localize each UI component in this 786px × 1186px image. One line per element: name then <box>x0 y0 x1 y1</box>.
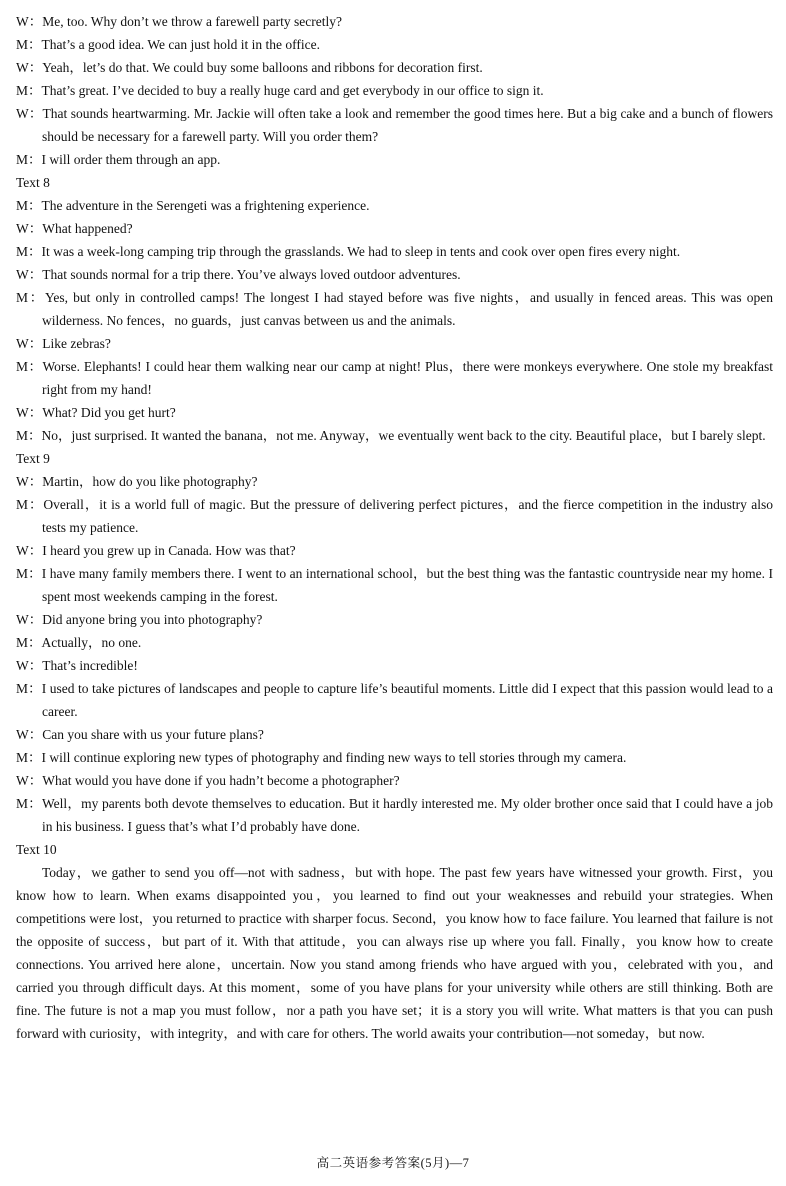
dialogue-line: W：Did anyone bring you into photography? <box>16 612 263 627</box>
dialogue-line: M：Actually，no one. <box>16 635 142 650</box>
dialogue-line: M：That’s great. I’ve decided to buy a really huge card and get everybody in our office to sign it. <box>16 83 544 98</box>
dialogue-line: W：Martin，how do you like photography? <box>16 474 258 489</box>
dialogue-line: W：That sounds heartwarming. Mr. Jackie will often take a look and remember the good times here. But a big cake and a bunch of flowers should be necessary for a farewell party. Will you order them? <box>16 106 773 144</box>
dialogue-line: M：I used to take pictures of landscapes and people to capture life’s beautiful moments. Little did I expect that this passion would lead to a career. <box>16 681 773 719</box>
dialogue-line: M：I will order them through an app. <box>16 152 221 167</box>
dialogue-line: M：I will continue exploring new types of photography and finding new ways to tell stories through my camera. <box>16 750 627 765</box>
dialogue-line: M：No，just surprised. It wanted the banana，not me. Anyway，we eventually went back to the city. Beautiful place，but I barely slept. <box>16 428 766 443</box>
dialogue-line: W：What would you have done if you hadn’t become a photographer? <box>16 773 400 788</box>
dialogue-line: W：What happened? <box>16 221 133 236</box>
dialogue-line: W：Yeah，let’s do that. We could buy some balloons and ribbons for decoration first. <box>16 60 483 75</box>
dialogue-line: W：Like zebras? <box>16 336 111 351</box>
dialogue-line: M：The adventure in the Serengeti was a frightening experience. <box>16 198 370 213</box>
dialogue-line: M：I have many family members there. I went to an international school，but the best thing was the fantastic countryside near my home. I spent most weekends camping in the forest. <box>16 566 773 604</box>
dialogue-line: W：That’s incredible! <box>16 658 138 673</box>
dialogue-line: M：Well，my parents both devote themselves to education. But it hardly interested me. My older brother once said that I could have a job in his business. I guess that’s what I’d probably have done. <box>16 796 773 834</box>
document-body <box>16 10 773 1045</box>
dialogue-line: M：Yes, but only in controlled camps! The longest I had stayed before was five nights，and usually in fenced areas. This was open wilderness. No fences，no guards，just canvas between us and the animals. <box>16 290 773 328</box>
dialogue-line: W：What? Did you get hurt? <box>16 405 176 420</box>
page-footer: 高二英语参考答案(5月)—7 <box>316 1156 470 1170</box>
section-heading: Text 8 <box>16 175 50 190</box>
speech-paragraph: Today，we gather to send you off—not with sadness，but with hope. The past few years have witnessed your growth. First，you know how to learn. When exams disappointed you，you learned to find out your weaknesses and rebuild your strategies. When competitions were lost，you returned to practice with sharper focus. Second，you know how to face failure. You learned that failure is not the opposite of success，but part of it. With that attitude，you can always rise up where you fall. Finally，you know how to create connections. You arrived here alone，uncertain. Now you stand among friends who have argued with you，celebrated with you，and carried you through difficult days. At this moment，some of you have plans for your university while others are still thinking. Both are fine. The future is not a map you must follow，nor a path you have set；it is a story you will write. What matters is that you can push forward with curiosity，with integrity，and with care for others. The world awaits your contribution—not someday，but now. <box>16 865 773 1041</box>
dialogue-line: M：That’s a good idea. We can just hold it in the office. <box>16 37 320 52</box>
dialogue-line: W：Me, too. Why don’t we throw a farewell party secretly? <box>16 14 343 29</box>
dialogue-line: W：That sounds normal for a trip there. You’ve always loved outdoor adventures. <box>16 267 461 282</box>
dialogue-line: M：Worse. Elephants! I could hear them walking near our camp at night! Plus，there were monkeys everywhere. One stole my breakfast right from my hand! <box>16 359 773 397</box>
dialogue-line: W：Can you share with us your future plans? <box>16 727 264 742</box>
dialogue-line: W：I heard you grew up in Canada. How was that? <box>16 543 296 558</box>
dialogue-line: M：It was a week-long camping trip through the grasslands. We had to sleep in tents and cook over open fires every night. <box>16 244 681 259</box>
section-heading: Text 10 <box>16 842 57 857</box>
section-heading: Text 9 <box>16 451 50 466</box>
dialogue-line: M：Overall，it is a world full of magic. But the pressure of delivering perfect pictures，and the fierce competition in the industry also tests my patience. <box>16 497 773 535</box>
